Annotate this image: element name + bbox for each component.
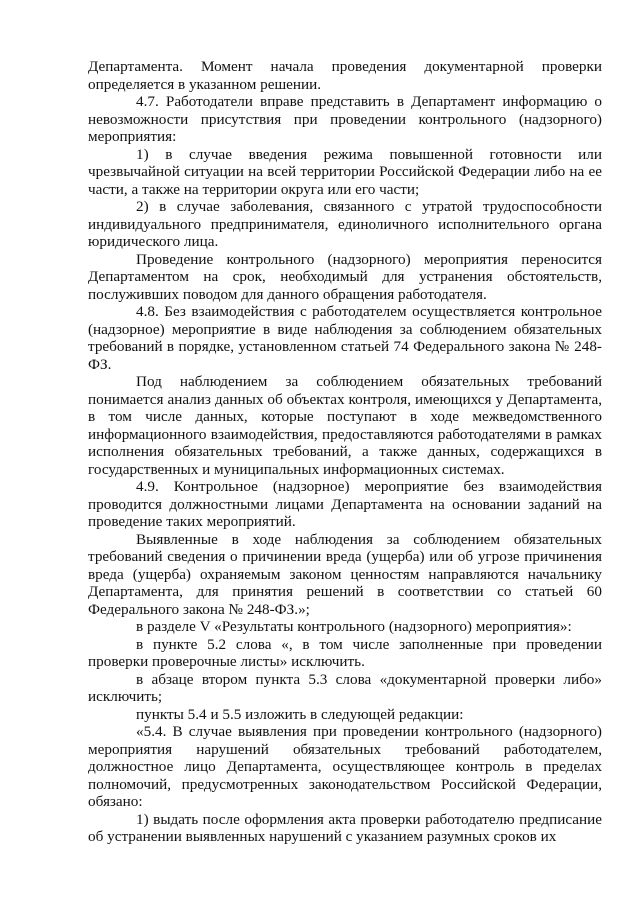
paragraph-11: в пункте 5.2 слова «, в том числе заполненные при проведении проверки проверочные листы» исключить. xyxy=(88,635,602,670)
document-page xyxy=(88,58,602,846)
paragraph-8: 4.9. Контрольное (надзорное) мероприятие без взаимодействия проводится должностными лицами Департамента на основании заданий на проведение таких мероприятий. xyxy=(88,478,602,530)
paragraph-2: 4.7. Работодатели вправе представить в Департамент информацию о невозможности присутствия при проведении контрольного (надзорного) мероприятия: xyxy=(88,93,602,145)
paragraph-5: Проведение контрольного (надзорного) мероприятия переносится Департаментом на срок, необходимый для устранения обстоятельств, послуживших поводом для данного обращения работодателя. xyxy=(88,250,602,303)
paragraph-15: 1) выдать после оформления акта проверки работодателю предписание об устранении выявленных нарушений с указанием разумных сроков их xyxy=(88,810,602,845)
paragraph-4: 2) в случае заболевания, связанного с утратой трудоспособности индивидуального предпринимателя, единоличного исполнительного органа юридического лица. xyxy=(88,198,602,250)
paragraph-7: Под наблюдением за соблюдением обязательных требований понимается анализ данных об объектах контроля, имеющихся у Департамента, в том числе данных, которые поступают в ходе межведомственного информационного взаимодействия, предоставляются работодателями в рамках исполнения обязательных требований, а также данных, содержащихся в государственных и муниципальных информационных системах. xyxy=(88,373,602,478)
paragraph-14: «5.4. В случае выявления при проведении контрольного (надзорного) мероприятия нарушений обязательных требований работодателем, должностное лицо Департамента, осуществляющее контроль в пределах полномочий, предусмотренных законодательством Российской Федерации, обязано: xyxy=(88,723,602,810)
paragraph-1: Департамента. Момент начала проведения документарной проверки определяется в указанном решении. xyxy=(88,58,602,93)
paragraph-10: в разделе V «Результаты контрольного (надзорного) мероприятия»: xyxy=(136,618,572,635)
paragraph-12: в абзаце втором пункта 5.3 слова «документарной проверки либо» исключить; xyxy=(88,670,602,705)
paragraph-6: 4.8. Без взаимодействия с работодателем осуществляется контрольное (надзорное) мероприятие в виде наблюдения за соблюдением обязательных требований в порядке, установленном статьей 74 Федерального закона № 248-ФЗ. xyxy=(88,303,602,373)
paragraph-3: 1) в случае введения режима повышенной готовности или чрезвычайной ситуации на всей территории Российской Федерации либо на ее части, а также на территории округа или его части; xyxy=(88,145,602,198)
paragraph-13: пункты 5.4 и 5.5 изложить в следующей редакции: xyxy=(136,705,464,723)
paragraph-9: Выявленные в ходе наблюдения за соблюдением обязательных требований сведения о причинении вреда (ущерба) или об угрозе причинения вреда (ущерба) охраняемым законом ценностям направляются начальнику Департамента, для принятия решений в соответствии со статьей 60 Федерального закона № 248-ФЗ.»; xyxy=(88,530,602,618)
